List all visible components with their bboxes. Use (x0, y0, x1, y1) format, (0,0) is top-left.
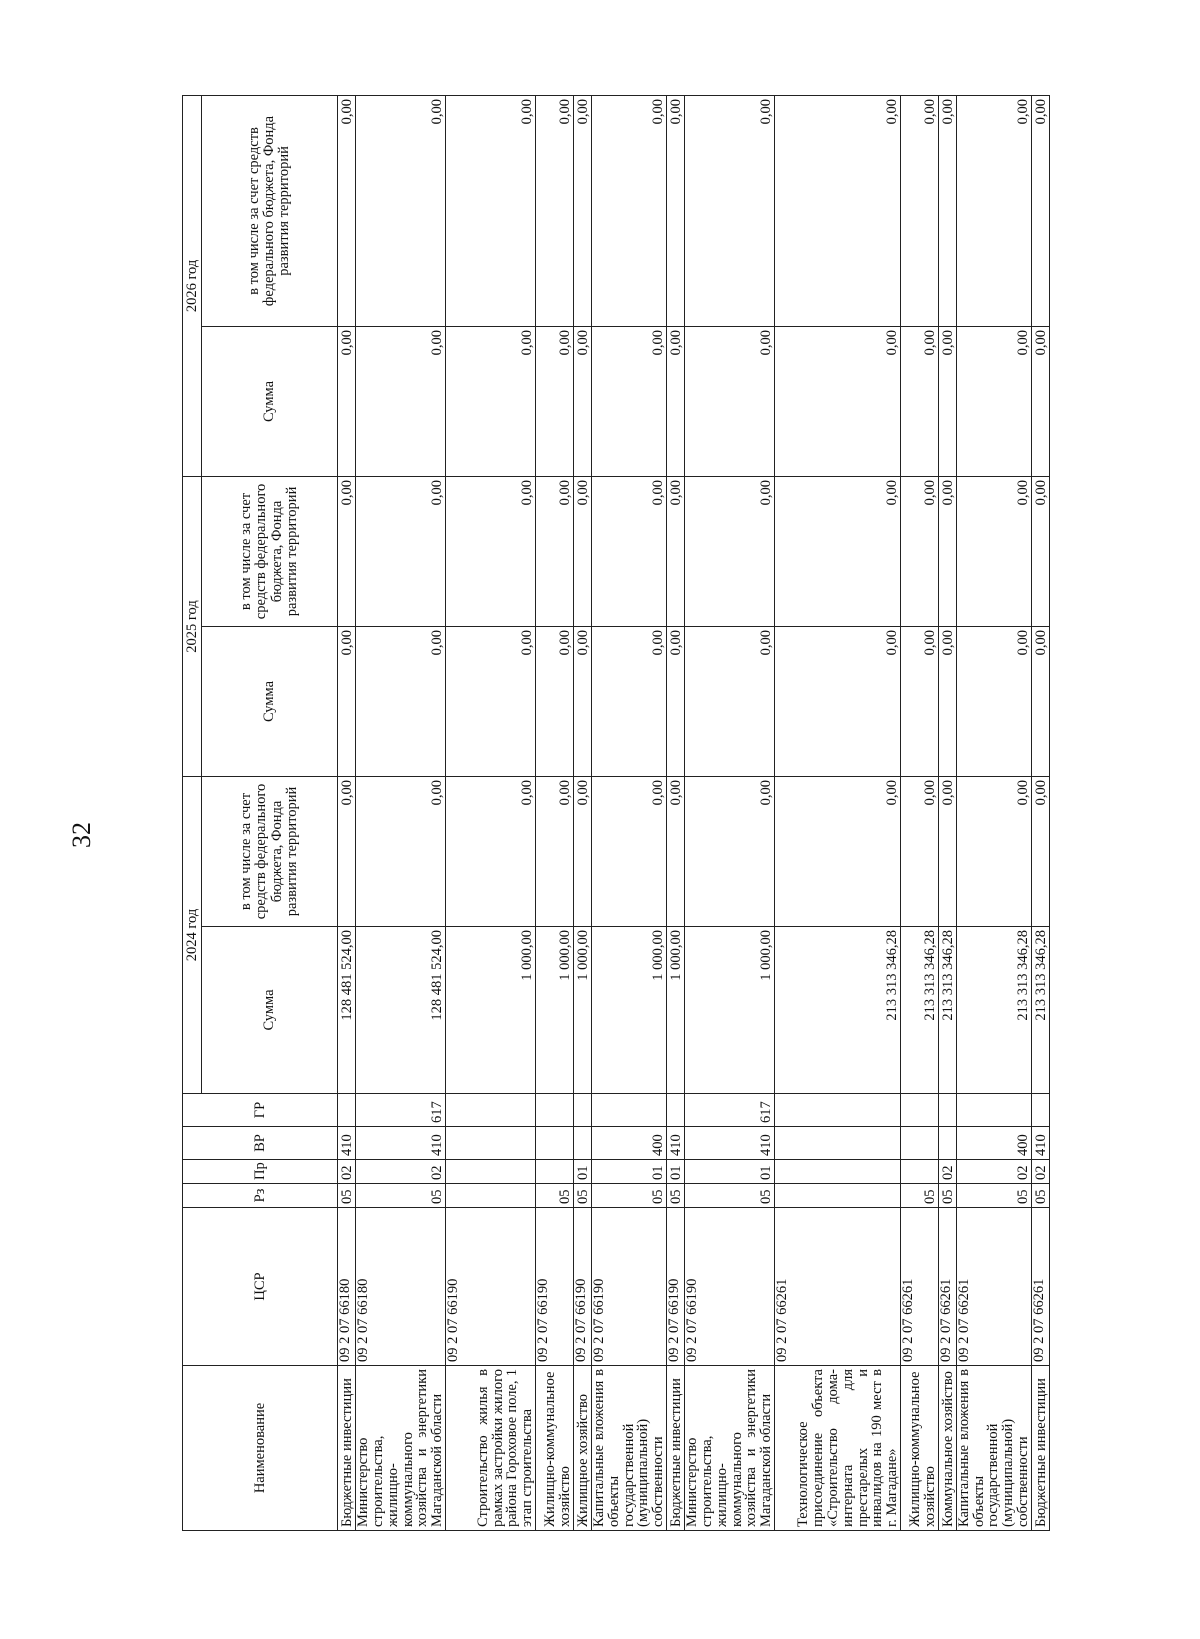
budget-table (182, 95, 1050, 1531)
row-value: 0,00 (592, 476, 667, 626)
row-value: 0,00 (684, 95, 774, 326)
page-number: 32 (67, 822, 96, 848)
row-value: 213 313 346,28 (1031, 927, 1049, 1094)
row-value: 0,00 (574, 776, 592, 926)
row-value: 0,00 (592, 626, 667, 776)
row-rz: 05 (1031, 1184, 1049, 1208)
row-vr: 410 (684, 1127, 774, 1160)
table-row (536, 95, 574, 1530)
row-value: 0,00 (536, 95, 574, 326)
row-value: 0,00 (446, 626, 536, 776)
row-gr (574, 1094, 592, 1127)
row-gr: 617 (684, 1094, 774, 1127)
header-sum-2025: Сумма (202, 626, 338, 776)
row-pr: 02 (938, 1160, 956, 1184)
row-value: 0,00 (356, 626, 446, 776)
row-rz: 05 (666, 1184, 684, 1208)
header-incl-2025: в том числе за счет средств федерального бюджета, Фонда развития территорий (202, 476, 338, 626)
row-vr (536, 1127, 574, 1160)
row-vr (938, 1127, 956, 1160)
row-value: 0,00 (536, 476, 574, 626)
row-rz: 05 (574, 1184, 592, 1208)
row-csr: 09 2 07 66190 (666, 1208, 684, 1366)
row-value: 0,00 (900, 626, 938, 776)
row-vr: 410 (666, 1127, 684, 1160)
row-csr: 09 2 07 66261 (900, 1208, 938, 1366)
row-gr (900, 1094, 938, 1127)
header-incl-2024: в том числе за счет средств федерального бюджета, Фонда развития территорий (202, 776, 338, 926)
table-body (338, 95, 1050, 1530)
row-value: 1 000,00 (446, 927, 536, 1094)
table-row (356, 95, 446, 1530)
row-gr (774, 1094, 900, 1127)
row-value: 128 481 524,00 (338, 927, 356, 1094)
row-value: 0,00 (574, 326, 592, 476)
row-gr (446, 1094, 536, 1127)
row-value: 0,00 (900, 476, 938, 626)
row-value: 0,00 (592, 776, 667, 926)
row-value: 0,00 (956, 776, 1031, 926)
header-vr: ВР (183, 1127, 338, 1160)
row-vr: 400 (592, 1127, 667, 1160)
row-csr: 09 2 07 66261 (1031, 1208, 1049, 1366)
row-value: 0,00 (774, 326, 900, 476)
header-gr: ГР (183, 1094, 338, 1127)
rotated-table (182, 96, 1088, 1531)
row-name: Жилищно-коммунальное хозяйство (900, 1366, 938, 1531)
row-csr: 09 2 07 66261 (956, 1208, 1031, 1366)
table-row (956, 95, 1031, 1530)
row-value: 0,00 (666, 776, 684, 926)
row-rz: 05 (592, 1184, 667, 1208)
table-row (1031, 95, 1049, 1530)
row-value: 0,00 (446, 326, 536, 476)
header-sum-2024: Сумма (202, 927, 338, 1094)
row-value: 0,00 (938, 95, 956, 326)
row-value: 0,00 (938, 326, 956, 476)
table-row (592, 95, 667, 1530)
row-value: 0,00 (338, 95, 356, 326)
row-vr: 400 (956, 1127, 1031, 1160)
row-pr: 01 (592, 1160, 667, 1184)
row-value: 0,00 (684, 326, 774, 476)
table-row (900, 95, 938, 1530)
header-csr: ЦСР (183, 1208, 338, 1366)
row-vr (446, 1127, 536, 1160)
row-value: 0,00 (1031, 476, 1049, 626)
row-csr: 09 2 07 66190 (536, 1208, 574, 1366)
row-csr: 09 2 07 66261 (938, 1208, 956, 1366)
row-name: Строительство жилья в рамках застройки жилого района Гороховое поле, 1 этап строительства (446, 1366, 536, 1531)
row-value: 0,00 (536, 626, 574, 776)
row-value: 0,00 (684, 776, 774, 926)
table-row (338, 95, 356, 1530)
row-value: 0,00 (938, 476, 956, 626)
row-value: 0,00 (338, 326, 356, 476)
row-value: 0,00 (592, 326, 667, 476)
row-csr: 09 2 07 66180 (338, 1208, 356, 1366)
row-value: 0,00 (536, 776, 574, 926)
row-name: Технологическое присоединение объекта «Строительство дома-интерната для престарелых и инвалидов на 190 мест в г. Магадане» (774, 1366, 900, 1531)
row-pr: 02 (356, 1160, 446, 1184)
table-row (574, 95, 592, 1530)
row-value: 0,00 (574, 476, 592, 626)
row-value: 0,00 (356, 95, 446, 326)
row-rz: 05 (900, 1184, 938, 1208)
row-pr: 02 (1031, 1160, 1049, 1184)
row-gr (338, 1094, 356, 1127)
row-value: 0,00 (666, 326, 684, 476)
row-pr: 02 (956, 1160, 1031, 1184)
row-pr: 01 (574, 1160, 592, 1184)
row-csr: 09 2 07 66190 (446, 1208, 536, 1366)
row-gr (938, 1094, 956, 1127)
row-value: 0,00 (338, 476, 356, 626)
row-gr (536, 1094, 574, 1127)
row-rz: 05 (938, 1184, 956, 1208)
row-value: 128 481 524,00 (356, 927, 446, 1094)
row-value: 0,00 (338, 776, 356, 926)
header-rz: Рз (183, 1184, 338, 1208)
row-vr: 410 (1031, 1127, 1049, 1160)
row-name: Министерство строительства, жилищно-коммунального хозяйства и энергетики Магаданской области (356, 1366, 446, 1531)
table-row (666, 95, 684, 1530)
row-vr: 410 (338, 1127, 356, 1160)
row-value: 0,00 (956, 326, 1031, 476)
row-value: 0,00 (900, 326, 938, 476)
row-value: 1 000,00 (684, 927, 774, 1094)
row-vr (574, 1127, 592, 1160)
row-rz (446, 1184, 536, 1208)
budget-table-container (182, 96, 1088, 1531)
row-pr: 01 (666, 1160, 684, 1184)
row-value: 0,00 (1031, 776, 1049, 926)
row-rz (774, 1184, 900, 1208)
header-pr: Пр (183, 1160, 338, 1184)
row-gr: 617 (356, 1094, 446, 1127)
row-pr (774, 1160, 900, 1184)
row-value: 0,00 (684, 476, 774, 626)
row-csr: 09 2 07 66261 (774, 1208, 900, 1366)
row-value: 0,00 (666, 626, 684, 776)
row-name: Бюджетные инвестиции (666, 1366, 684, 1531)
row-value: 0,00 (446, 95, 536, 326)
header-name: Наименование (183, 1366, 338, 1531)
row-value: 0,00 (356, 326, 446, 476)
header-sum-2026: Сумма (202, 326, 338, 476)
row-value: 213 313 346,28 (956, 927, 1031, 1094)
row-pr (536, 1160, 574, 1184)
row-value: 0,00 (684, 626, 774, 776)
row-value: 213 313 346,28 (900, 927, 938, 1094)
row-value: 1 000,00 (592, 927, 667, 1094)
row-value: 0,00 (900, 95, 938, 326)
row-value: 0,00 (938, 776, 956, 926)
row-value: 0,00 (1031, 326, 1049, 476)
row-rz: 05 (684, 1184, 774, 1208)
row-value: 0,00 (1031, 95, 1049, 326)
row-value: 0,00 (592, 95, 667, 326)
row-value: 0,00 (666, 476, 684, 626)
row-value: 0,00 (956, 476, 1031, 626)
row-value: 0,00 (956, 95, 1031, 326)
row-rz: 05 (338, 1184, 356, 1208)
row-vr (774, 1127, 900, 1160)
row-value: 0,00 (338, 626, 356, 776)
row-rz: 05 (956, 1184, 1031, 1208)
row-value: 0,00 (356, 776, 446, 926)
row-value: 1 000,00 (536, 927, 574, 1094)
row-value: 0,00 (536, 326, 574, 476)
row-pr (900, 1160, 938, 1184)
row-value: 213 313 346,28 (774, 927, 900, 1094)
row-vr: 410 (356, 1127, 446, 1160)
row-value: 0,00 (900, 776, 938, 926)
header-incl-2026: в том числе за счет средств федерального бюджета, Фонда развития территорий (202, 95, 338, 326)
header-year-2024: 2024 год (183, 776, 202, 1093)
row-value: 213 313 346,28 (938, 927, 956, 1094)
row-pr: 01 (684, 1160, 774, 1184)
row-csr: 09 2 07 66190 (592, 1208, 667, 1366)
row-csr: 09 2 07 66180 (356, 1208, 446, 1366)
row-value: 0,00 (446, 476, 536, 626)
row-name: Министерство строительства, жилищно-коммунального хозяйства и энергетики Магаданской области (684, 1366, 774, 1531)
table-row (774, 95, 900, 1530)
row-value: 0,00 (938, 626, 956, 776)
row-name: Жилищное хозяйство (574, 1366, 592, 1531)
row-value: 0,00 (356, 476, 446, 626)
row-value: 0,00 (666, 95, 684, 326)
row-name: Капитальные вложения в объекты государственной (муниципальной) собственности (956, 1366, 1031, 1531)
row-name: Бюджетные инвестиции (338, 1366, 356, 1531)
row-csr: 09 2 07 66190 (684, 1208, 774, 1366)
row-pr (446, 1160, 536, 1184)
row-name: Коммунальное хозяйство (938, 1366, 956, 1531)
table-row (938, 95, 956, 1530)
row-value: 0,00 (774, 776, 900, 926)
row-pr: 02 (338, 1160, 356, 1184)
row-value: 0,00 (774, 95, 900, 326)
row-name: Капитальные вложения в объекты государственной (муниципальной) собственности (592, 1366, 667, 1531)
row-rz: 05 (536, 1184, 574, 1208)
header-year-2026: 2026 год (183, 95, 202, 476)
row-rz: 05 (356, 1184, 446, 1208)
row-value: 1 000,00 (666, 927, 684, 1094)
row-value: 0,00 (774, 476, 900, 626)
row-value: 0,00 (446, 776, 536, 926)
row-value: 0,00 (574, 95, 592, 326)
row-value: 0,00 (774, 626, 900, 776)
row-gr (592, 1094, 667, 1127)
row-value: 0,00 (574, 626, 592, 776)
row-name: Жилищно-коммунальное хозяйство (536, 1366, 574, 1531)
row-gr (1031, 1094, 1049, 1127)
header-year-2025: 2025 год (183, 476, 202, 776)
row-value: 0,00 (1031, 626, 1049, 776)
row-vr (900, 1127, 938, 1160)
row-name: Бюджетные инвестиции (1031, 1366, 1049, 1531)
row-gr (666, 1094, 684, 1127)
row-value: 0,00 (956, 626, 1031, 776)
row-csr: 09 2 07 66190 (574, 1208, 592, 1366)
row-gr (956, 1094, 1031, 1127)
row-value: 1 000,00 (574, 927, 592, 1094)
table-row (684, 95, 774, 1530)
table-row (446, 95, 536, 1530)
